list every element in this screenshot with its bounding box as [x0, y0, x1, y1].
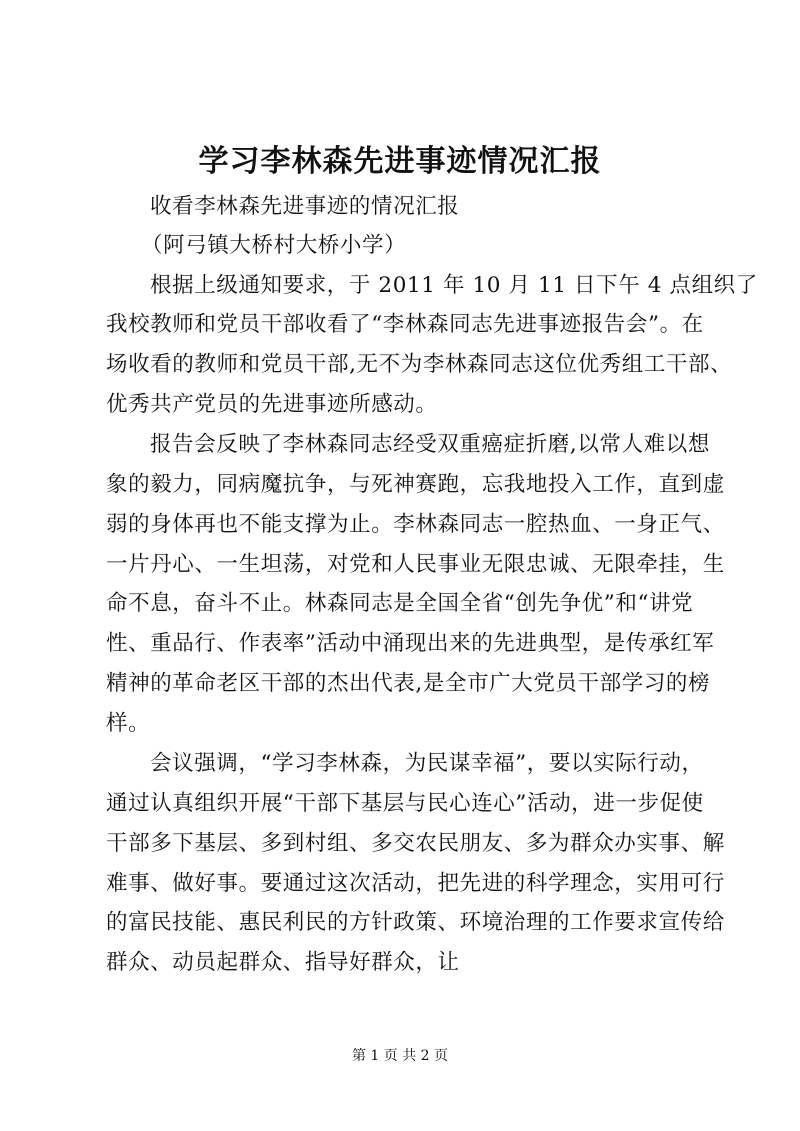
paragraph-line: 优秀共产党员的先进事迹所感动。 [106, 392, 438, 417]
paragraph-line: 干部多下基层、多到村组、多交农民朋友、多为群众办实事、解 [106, 831, 725, 856]
paragraph-line: 难事、做好事。要通过这次活动，把先进的科学理念，实用可行 [106, 871, 725, 896]
paragraph-line: 通过认真组织开展“干部下基层与民心连心”活动，进一步促使 [106, 791, 704, 816]
page-number: 第 1 页 共 2 页 [351, 1048, 449, 1064]
paragraph-line: 根据上级通知要求，于 2011 年 10 月 11 日下午 4 点组织了 [150, 273, 758, 298]
paragraph-line: 一片丹心、一生坦荡，对党和人民事业无限忠诚、无限牵挂，生 [106, 552, 725, 577]
paragraph-line: 样。 [106, 711, 151, 736]
paragraph-line: 弱的身体再也不能支撑为止。李林森同志一腔热血、一身正气、 [106, 512, 725, 537]
paragraph-line: 会议强调，“学习李林森，为民谋幸福”，要以实际行动， [150, 751, 704, 776]
paragraph-line: 象的毅力，同病魔抗争，与死神赛跑，忘我地投入工作，直到虚 [106, 472, 725, 497]
page-title: 学习李林森先进事迹情况汇报 [198, 144, 602, 179]
paragraph-line: 的富民技能、惠民利民的方针政策、环境治理的工作要求宣传给 [106, 910, 725, 935]
report-subtitle: 收看李林森先进事迹的情况汇报 [150, 194, 460, 219]
paragraph-line: 命不息，奋斗不止。林森同志是全国全省“创先争优”和“讲党 [106, 591, 694, 616]
paragraph-line: 报告会反映了李林森同志经受双重癌症折磨,以常人难以想 [150, 432, 710, 457]
paragraph-line: 我校教师和党员干部收看了“李林森同志先进事迹报告会”。在 [106, 312, 704, 337]
school-name: （阿弓镇大桥村大桥小学） [141, 233, 407, 258]
paragraph-line: 精神的革命老区干部的杰出代表,是全市广大党员干部学习的榜 [106, 671, 711, 696]
paragraph-line: 性、重品行、作表率”活动中涌现出来的先进典型，是传承红军 [106, 631, 715, 656]
paragraph-line: 群众、动员起群众、指导好群众，让 [106, 950, 460, 975]
paragraph-line: 场收看的教师和党员干部,无不为李林森同志这位优秀组工干部、 [106, 352, 733, 377]
